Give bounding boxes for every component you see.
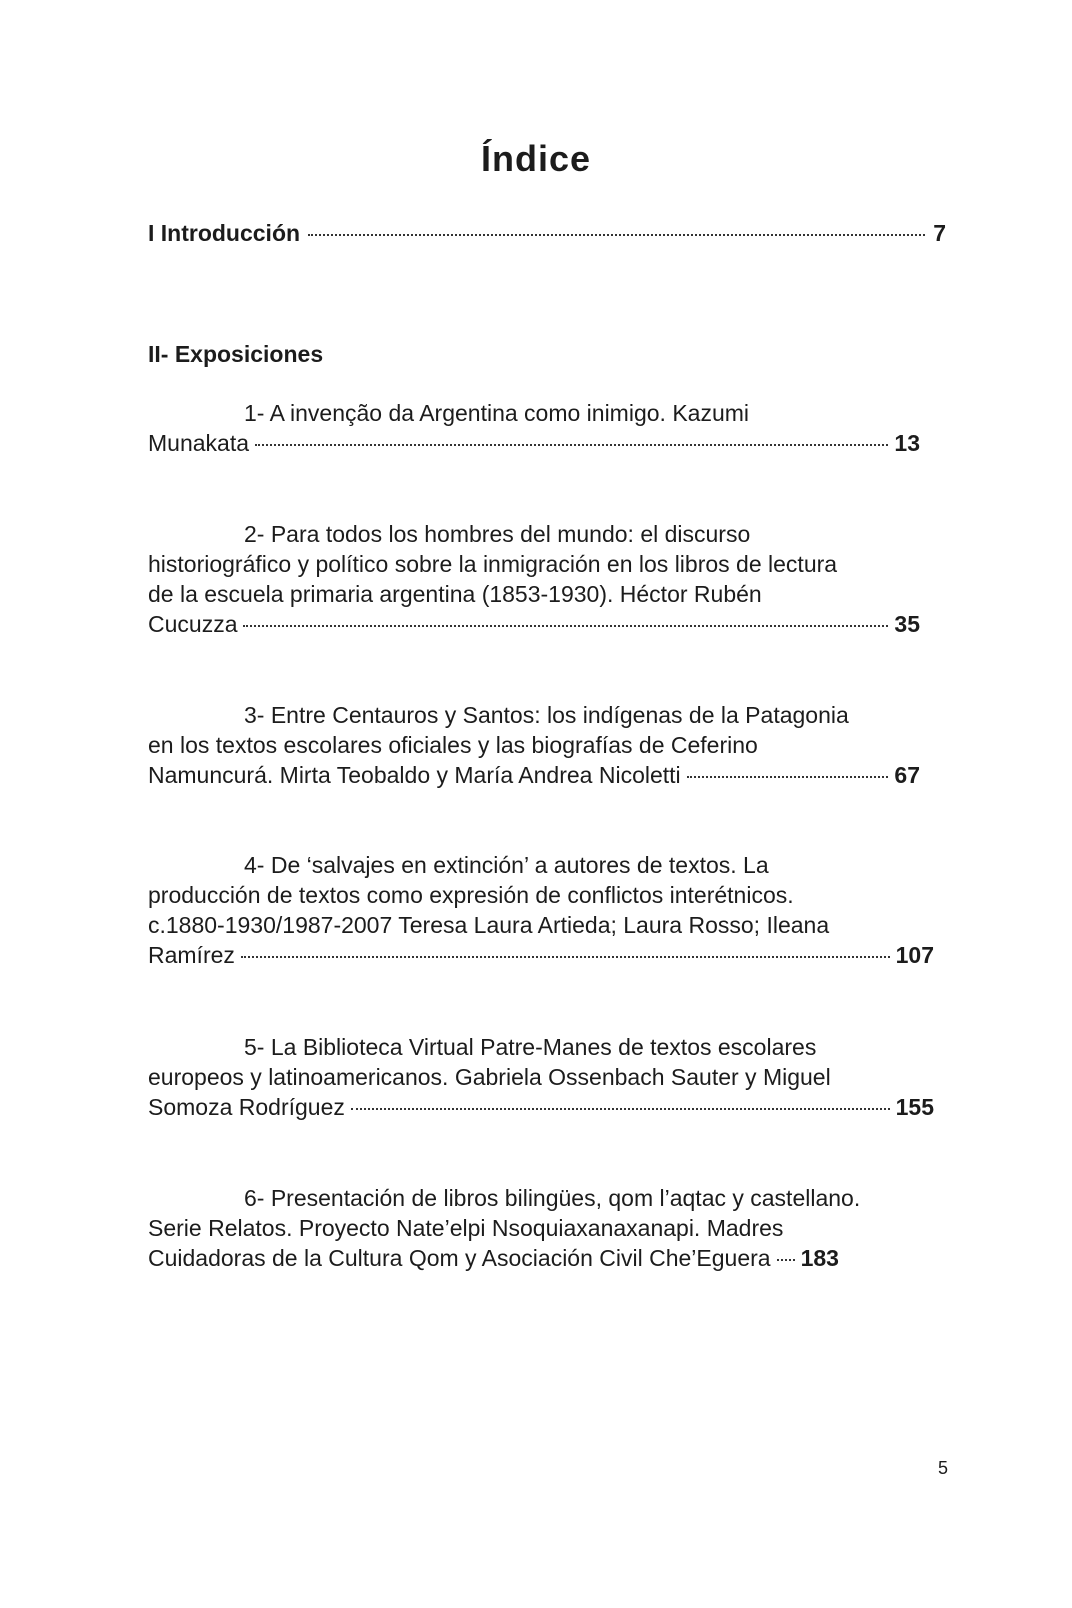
toc-entry-label: Cucuzza [148, 611, 238, 637]
toc-entry-label: Cuidadoras de la Cultura Qom y Asociación Civil Che’Eguera [148, 1245, 771, 1271]
toc-entry-1 [148, 398, 920, 458]
toc-entry-last-line [148, 1243, 938, 1273]
dot-leader [777, 1259, 795, 1261]
dot-leader [308, 234, 925, 236]
dot-leader [351, 1108, 890, 1110]
toc-entry-introduccion [148, 218, 946, 248]
toc-page-number: 35 [894, 611, 920, 637]
toc-entry-2 [148, 519, 920, 639]
toc-entry-label: Somoza Rodríguez [148, 1094, 345, 1120]
toc-entry-line: 4- De ‘salvajes en extinción’ a autores de textos. La [244, 852, 769, 878]
toc-entry-label: Munakata [148, 430, 250, 456]
toc-entry-line: en los textos escolares oficiales y las biografías de Ceferino [148, 732, 758, 758]
toc-entry-line: europeos y latinoamericanos. Gabriela Ossenbach Sauter y Miguel [148, 1064, 831, 1090]
toc-entry-line: de la escuela primaria argentina (1853-1930). Héctor Rubén [148, 581, 762, 607]
toc-entry-6 [148, 1183, 938, 1273]
toc-entry-line: producción de textos como expresión de conflictos interétnicos. [148, 882, 794, 908]
toc-entry-last-line [148, 609, 920, 639]
toc-entry-label: I Introducción [148, 220, 301, 246]
toc-page-number: 107 [895, 942, 934, 968]
page-title: Índice [480, 138, 592, 179]
toc-entry-line: 5- La Biblioteca Virtual Patre-Manes de textos escolares [244, 1034, 817, 1060]
toc-entry-line: 1- A invenção da Argentina como inimigo. Kazumi [244, 400, 750, 426]
toc-entry-3 [148, 700, 920, 790]
toc-page-number: 7 [933, 220, 946, 246]
toc-page-number: 183 [800, 1245, 839, 1271]
toc-entry-last-line [148, 760, 920, 790]
toc-entry-4 [148, 850, 934, 970]
toc-entry-line: c.1880-1930/1987-2007 Teresa Laura Artieda; Laura Rosso; Ileana [148, 912, 830, 938]
toc-entry-line: 6- Presentación de libros bilingües, qom l’aqtac y castellano. [244, 1185, 861, 1211]
toc-entry-5 [148, 1032, 934, 1122]
dot-leader [243, 625, 888, 627]
toc-entry-line: 2- Para todos los hombres del mundo: el discurso [244, 521, 751, 547]
section-heading-exposiciones: II- Exposiciones [148, 341, 324, 367]
dot-leader [687, 776, 889, 778]
toc-page-number: 67 [894, 762, 920, 788]
toc-entry-line: Serie Relatos. Proyecto Nate’elpi Nsoquiaxanaxanapi. Madres [148, 1215, 784, 1241]
toc-entry-line: 3- Entre Centauros y Santos: los indígenas de la Patagonia [244, 702, 849, 728]
toc-entry-line: historiográfico y político sobre la inmigración en los libros de lectura [148, 551, 838, 577]
dot-leader [255, 444, 888, 446]
toc-entry-label: Ramírez [148, 942, 235, 968]
toc-entry-last-line [148, 1092, 934, 1122]
toc-entry-last-line [148, 940, 934, 970]
toc-entry-label: Namuncurá. Mirta Teobaldo y María Andrea Nicoletti [148, 762, 681, 788]
toc-entry-last-line [148, 428, 920, 458]
toc-page-number: 13 [894, 430, 920, 456]
toc-page-number: 155 [895, 1094, 934, 1120]
page-number: 5 [938, 1458, 949, 1478]
dot-leader [241, 956, 890, 958]
